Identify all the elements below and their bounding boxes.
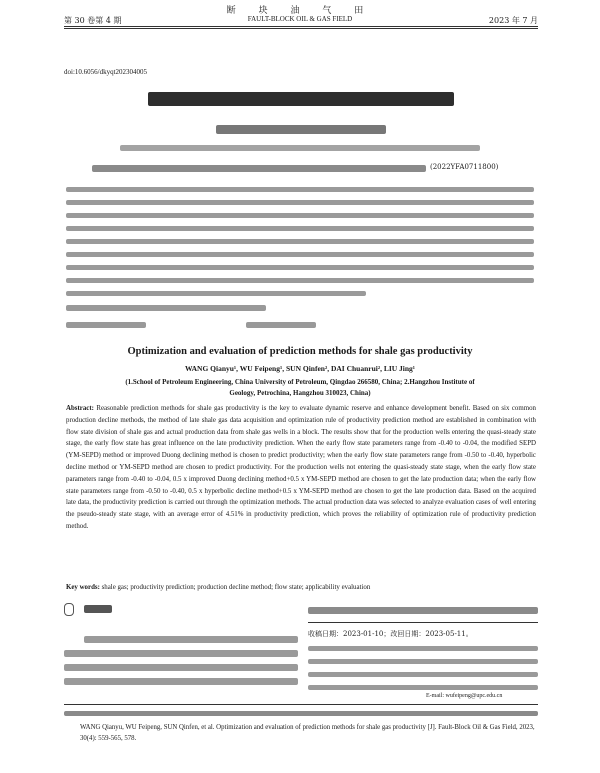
chinese-affiliations	[120, 145, 480, 151]
chinese-authors	[216, 125, 386, 134]
fund-block	[92, 165, 510, 172]
section-heading-intro	[64, 603, 114, 614]
chinese-keywords	[66, 305, 266, 311]
volume-issue: 第 30 卷第 4 期	[64, 16, 122, 25]
fund-number: (2022YFA0711800)	[430, 163, 499, 171]
journal-name-en: FAULT-BLOCK OIL & GAS FIELD	[247, 15, 353, 23]
abstract-text: Reasonable prediction methods for shale gas productivity is the key to evaluate dynamic reserve and enhance development benefit. Based on six common production decline methods, the method of late shale gas data acquisition and optimization rule of productivity prediction method are established in combination with flow state division of shale gas and actual production data from shale gas wells in a block. The results show that for the production wells entering the quasi-steady state stage, the early flow state has great influence on the late productivity prediction. When the early flow state parameters range from -0.40 to -0.04, the modified SEPD (YM-SEPD) method or improved Duong declining method is chosen to predict productivity; when the early flow state parameters range from -0.50 to -0.40, hyperbolic decline method or YM-SEPD method are chosen to predict productivity. For the production wells not entering the quasi-steady state stage, when the early flow state parameters range from -0.40 to -0.04, 0.5 x improved Duong declining method+0.5 x YM-SEPD method are chosen to get the late production data; when the early flow state parameters range from -0.50 to -0.40, 0.5 x hyperbolic decline method+0.5 x YM-SEPD method are chosen to get the late production data. Based on the acquired late data, the productivity prediction is carried out through the optimization methods. The actual production data was selected to analyze evaluation cases of well entering the pseudo-steady state stage, with an average error of 4.51% in productivity prediction, which proves the reliability of optimization rule of productivity prediction method.	[66, 405, 536, 530]
fund-bar	[92, 165, 426, 172]
classification	[66, 322, 146, 328]
english-title: Optimization and evaluation of prediction methods for shale gas productivity	[127, 346, 473, 357]
right-column-text	[308, 607, 538, 614]
received-date: 2023-01-10	[343, 630, 384, 638]
english-authors: WANG Qianyu¹, WU Feipeng¹, SUN Qinfen², DAI Chuanrui², LIU Jing¹	[184, 364, 416, 373]
received-label: 收稿日期：	[308, 630, 343, 638]
revised-date: 2023-05-11	[425, 630, 466, 638]
chinese-title	[148, 92, 454, 106]
citation-english: WANG Qianyu, WU Feipeng, SUN Qinfen, et al. Optimization and evaluation of prediction methods for shale gas productivity [J]. Fault-Block Oil & Gas Field, 2023, 30(4): 559-565, 578.	[80, 724, 535, 742]
keywords-label: Key words:	[66, 584, 100, 591]
english-keywords	[66, 584, 536, 591]
header-rule	[64, 26, 538, 27]
english-abstract	[66, 403, 536, 533]
revised-label: 改回日期：	[390, 630, 426, 638]
footer-rule	[64, 704, 538, 705]
issue-date: 2023 年 7 月	[488, 16, 538, 25]
keywords-text: shale gas; productivity prediction; production decline method; flow state; applicability evaluation	[101, 584, 371, 591]
english-affiliations: (1.School of Petroleum Engineering, China University of Petroleum, Qingdao 266580, China; 2.Hangzhou Institute of Geology, Petrochina, Hangzhou 310023, China)	[125, 378, 475, 397]
document-code	[246, 322, 316, 328]
header-rule-thin	[64, 28, 538, 29]
doi: doi:10.6056/dkyqt202304005	[64, 68, 148, 76]
journal-name: 断 块 油 气 田	[226, 6, 374, 16]
column-rule	[308, 622, 538, 623]
received-info: 收稿日期：2023-01-10；改回日期：2023-05-11。	[308, 630, 473, 638]
author-email: E-mail: wufeipeng@upc.edu.cn	[426, 693, 503, 699]
abstract-label: Abstract:	[66, 405, 94, 412]
